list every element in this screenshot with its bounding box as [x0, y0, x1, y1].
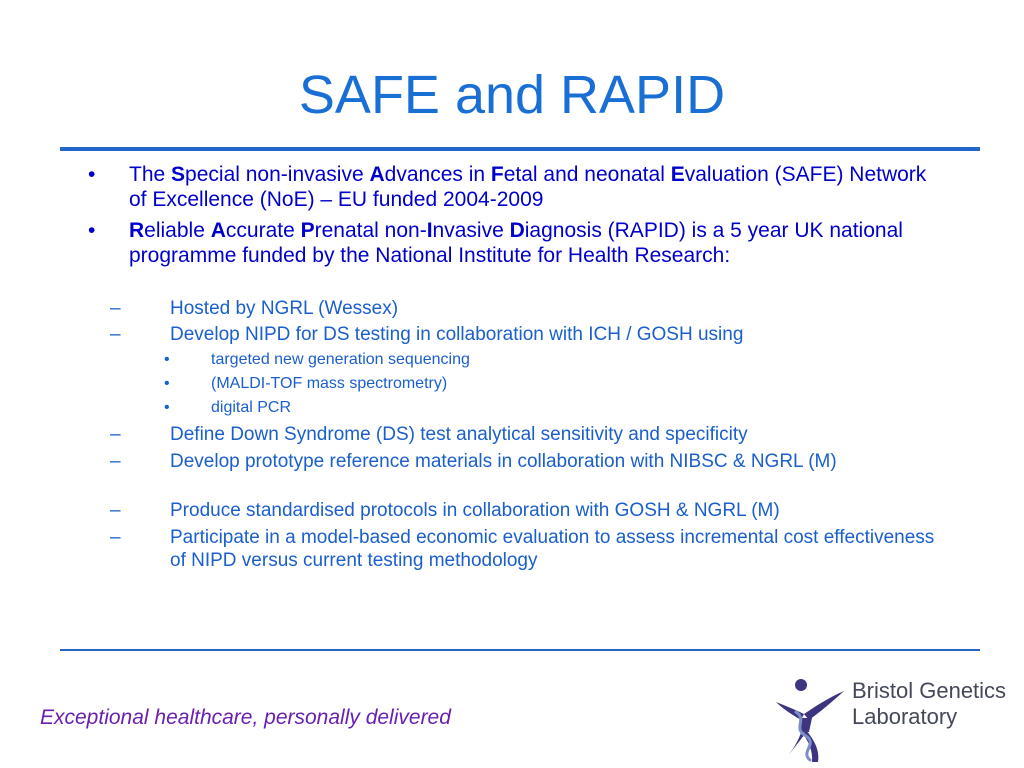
sub-item-2-bullet: –	[110, 324, 121, 345]
bullet-text-segment: dvances in	[384, 163, 491, 186]
nested-item-3-text: digital PCR	[211, 399, 292, 416]
logo-arm-right	[804, 691, 844, 720]
nested-item-2-bullet: •	[164, 375, 170, 392]
sub-item-2-text: Develop NIPD for DS testing in collaboration with ICH / GOSH using	[170, 324, 744, 345]
sub-item-1-text: Hosted by NGRL (Wessex)	[170, 298, 399, 319]
bold-initial: I	[426, 219, 433, 242]
bullet-text-segment: nvasive	[432, 219, 510, 242]
sub-item-1-bullet: –	[110, 298, 121, 319]
bullet-item-1-bullet: •	[88, 163, 96, 186]
sub-item-5-bullet: –	[110, 500, 121, 521]
bullet-text-segment: ccurate	[225, 219, 301, 242]
bullet-text-segment: valuation (SAFE) Network of Excellence (NoE) – EU funded 2004-2009	[129, 163, 927, 211]
bullet-item-2-bullet: •	[88, 219, 96, 242]
slide-title: SAFE and RAPID	[298, 65, 726, 125]
bold-initial: S	[171, 163, 186, 186]
bold-initial: R	[129, 219, 145, 242]
logo-text	[852, 678, 1006, 730]
bullet-text-segment: eliable	[144, 219, 211, 242]
nested-item-3	[164, 398, 864, 418]
sub-item-3-bullet: –	[110, 424, 121, 445]
sub-item-6-bullet: –	[110, 527, 121, 548]
nested-item-3-bullet: •	[164, 399, 170, 416]
bold-initial: A	[210, 219, 226, 242]
logo-head	[795, 679, 807, 691]
sub-item-6-text: Participate in a model-based economic evaluation to assess incremental cost effectiveness of NIPD versus current testing methodology	[170, 527, 935, 571]
logo-line-1: Bristol Genetics	[852, 678, 1007, 703]
sub-item-2	[110, 323, 950, 346]
nested-item-2-text: (MALDI-TOF mass spectrometry)	[211, 375, 448, 392]
bullet-text-segment: pecial non-invasive	[185, 163, 370, 186]
sub-item-4-bullet: –	[110, 451, 121, 472]
bold-initial: A	[369, 163, 385, 186]
sub-item-3	[110, 423, 950, 446]
nested-item-2	[164, 374, 864, 394]
sub-item-5	[110, 499, 950, 522]
bullet-item-1-text	[129, 162, 948, 212]
bristol-genetics-logo	[772, 672, 1022, 764]
sub-item-6	[110, 526, 950, 572]
logo-line-2: Laboratory	[852, 704, 958, 729]
nested-item-1-text: targeted new generation sequencing	[211, 351, 470, 368]
nested-item-1-bullet: •	[164, 351, 170, 368]
sub-item-5-text: Produce standardised protocols in collaboration with GOSH & NGRL (M)	[170, 500, 780, 521]
logo-leg-left	[782, 730, 805, 762]
footer-divider	[60, 649, 980, 651]
bold-initial: P	[300, 219, 315, 242]
sub-item-1	[110, 297, 950, 320]
bullet-item-1	[88, 162, 948, 212]
dancing-figure-logo-icon	[772, 672, 852, 764]
bullet-text-segment: The	[129, 163, 172, 186]
bold-initial: D	[509, 219, 525, 242]
footer-tagline: Exceptional healthcare, personally delivered	[40, 706, 451, 729]
bullet-item-2-text	[129, 218, 948, 268]
bullet-text-segment: renatal non-	[314, 219, 427, 242]
bullet-item-2	[88, 218, 948, 268]
sub-item-3-text: Define Down Syndrome (DS) test analytical sensitivity and specificity	[170, 424, 748, 445]
bullet-text-segment: etal and neonatal	[503, 163, 671, 186]
sub-item-4	[110, 450, 950, 473]
bold-initial: E	[670, 163, 685, 186]
bullet-text-segment: iagnosis (RAPID) is a 5 year UK national programme funded by the National Institute for Health Research:	[129, 219, 903, 267]
nested-item-1	[164, 350, 864, 370]
bold-initial: F	[490, 163, 504, 186]
sub-item-4-text: Develop prototype reference materials in collaboration with NIBSC & NGRL (M)	[170, 451, 837, 472]
